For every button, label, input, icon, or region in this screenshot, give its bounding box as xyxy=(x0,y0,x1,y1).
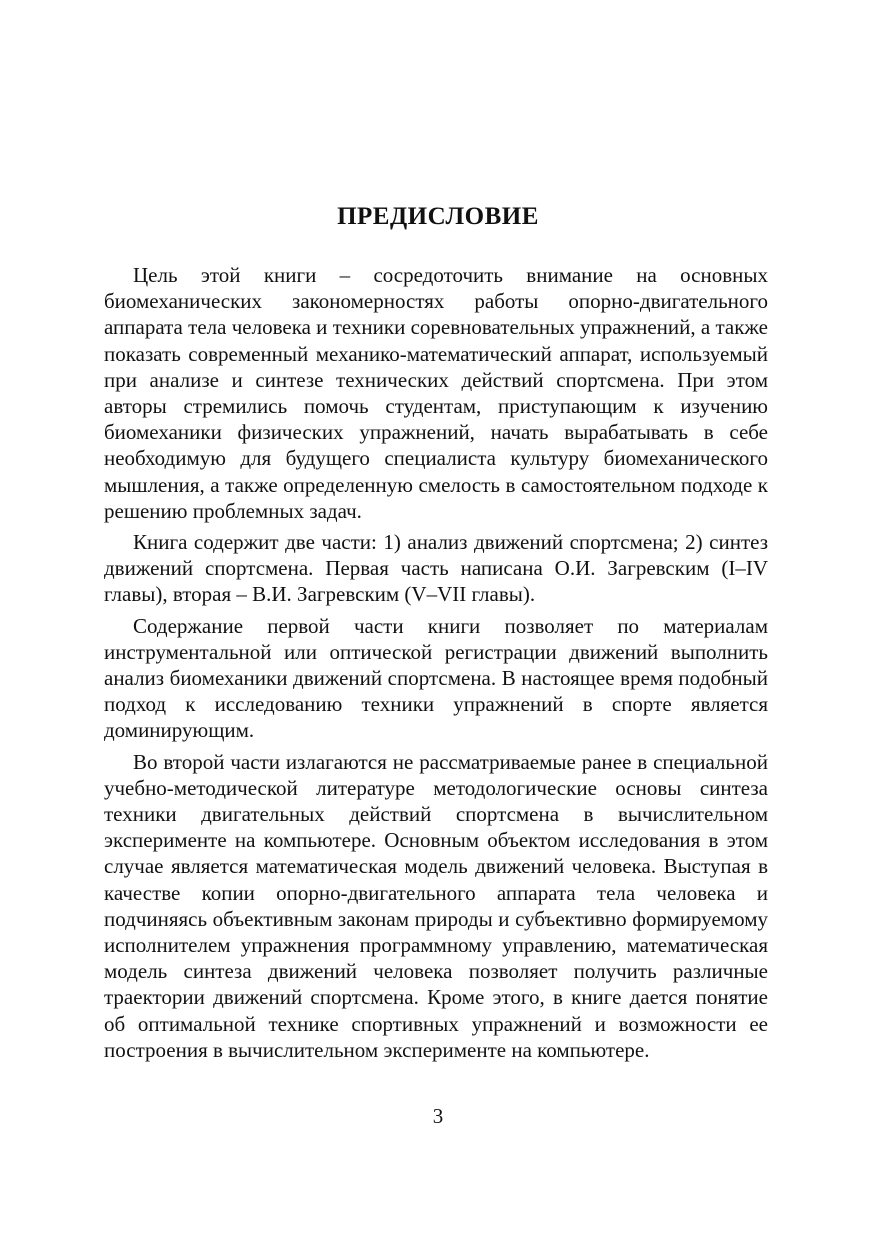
page-title: ПРЕДИСЛОВИЕ xyxy=(337,203,539,230)
paragraph-structure: Книга содержит две части: 1) анализ движений спортсмена; 2) синтез движений спортсмена. Первая часть написана О.И. Загревским (I–IV главы), вторая – В.И. Загревским (V–VII главы). xyxy=(104,530,768,607)
paragraph-part-two: Во второй части излагаются не рассматриваемые ранее в специальной учебно-методической литературе методологические основы синтеза техники двигательных действий спортсмена в вычислительном эксперименте на компьютере. Основным объектом исследования в этом случае является математическая модель движений человека. Выступая в качестве копии опорно-двигательного аппарата тела человека и подчиняясь объективным законам природы и субъективно формируемому исполнителем упражнения программному управлению, математическая модель синтеза движений человека позволяет получить различные траектории движений спортсмена. Кроме этого, в книге дается понятие об оптимальной технике спортивных упражнений и возможности ее построения в вычислительном эксперименте на компьютере. xyxy=(104,749,768,1062)
paragraph-part-one: Содержание первой части книги позволяет по материалам инструментальной или оптической регистрации движений выполнить анализ биомеханики движений спортсмена. В настоящее время подобный подход к исследованию техники упражнений в спорте является доминирующим. xyxy=(104,613,768,743)
page-number: 3 xyxy=(432,1104,444,1128)
preface-body xyxy=(104,262,768,1063)
paragraph-purpose: Цель этой книги – сосредоточить внимание на основных биомеханических закономерностях работы опорно-двигательного аппарата тела человека и техники соревновательных упражнений, а также показать современный механико-математический аппарат, используемый при анализе и синтезе технических действий спортсмена. При этом авторы стремились помочь студентам, приступающим к изучению биомеханики физических упражнений, начать вырабатывать в себе необходимую для будущего специалиста культуру биомеханического мышления, а также определенную смелость в самостоятельном подходе к решению проблемных задач. xyxy=(104,263,768,523)
